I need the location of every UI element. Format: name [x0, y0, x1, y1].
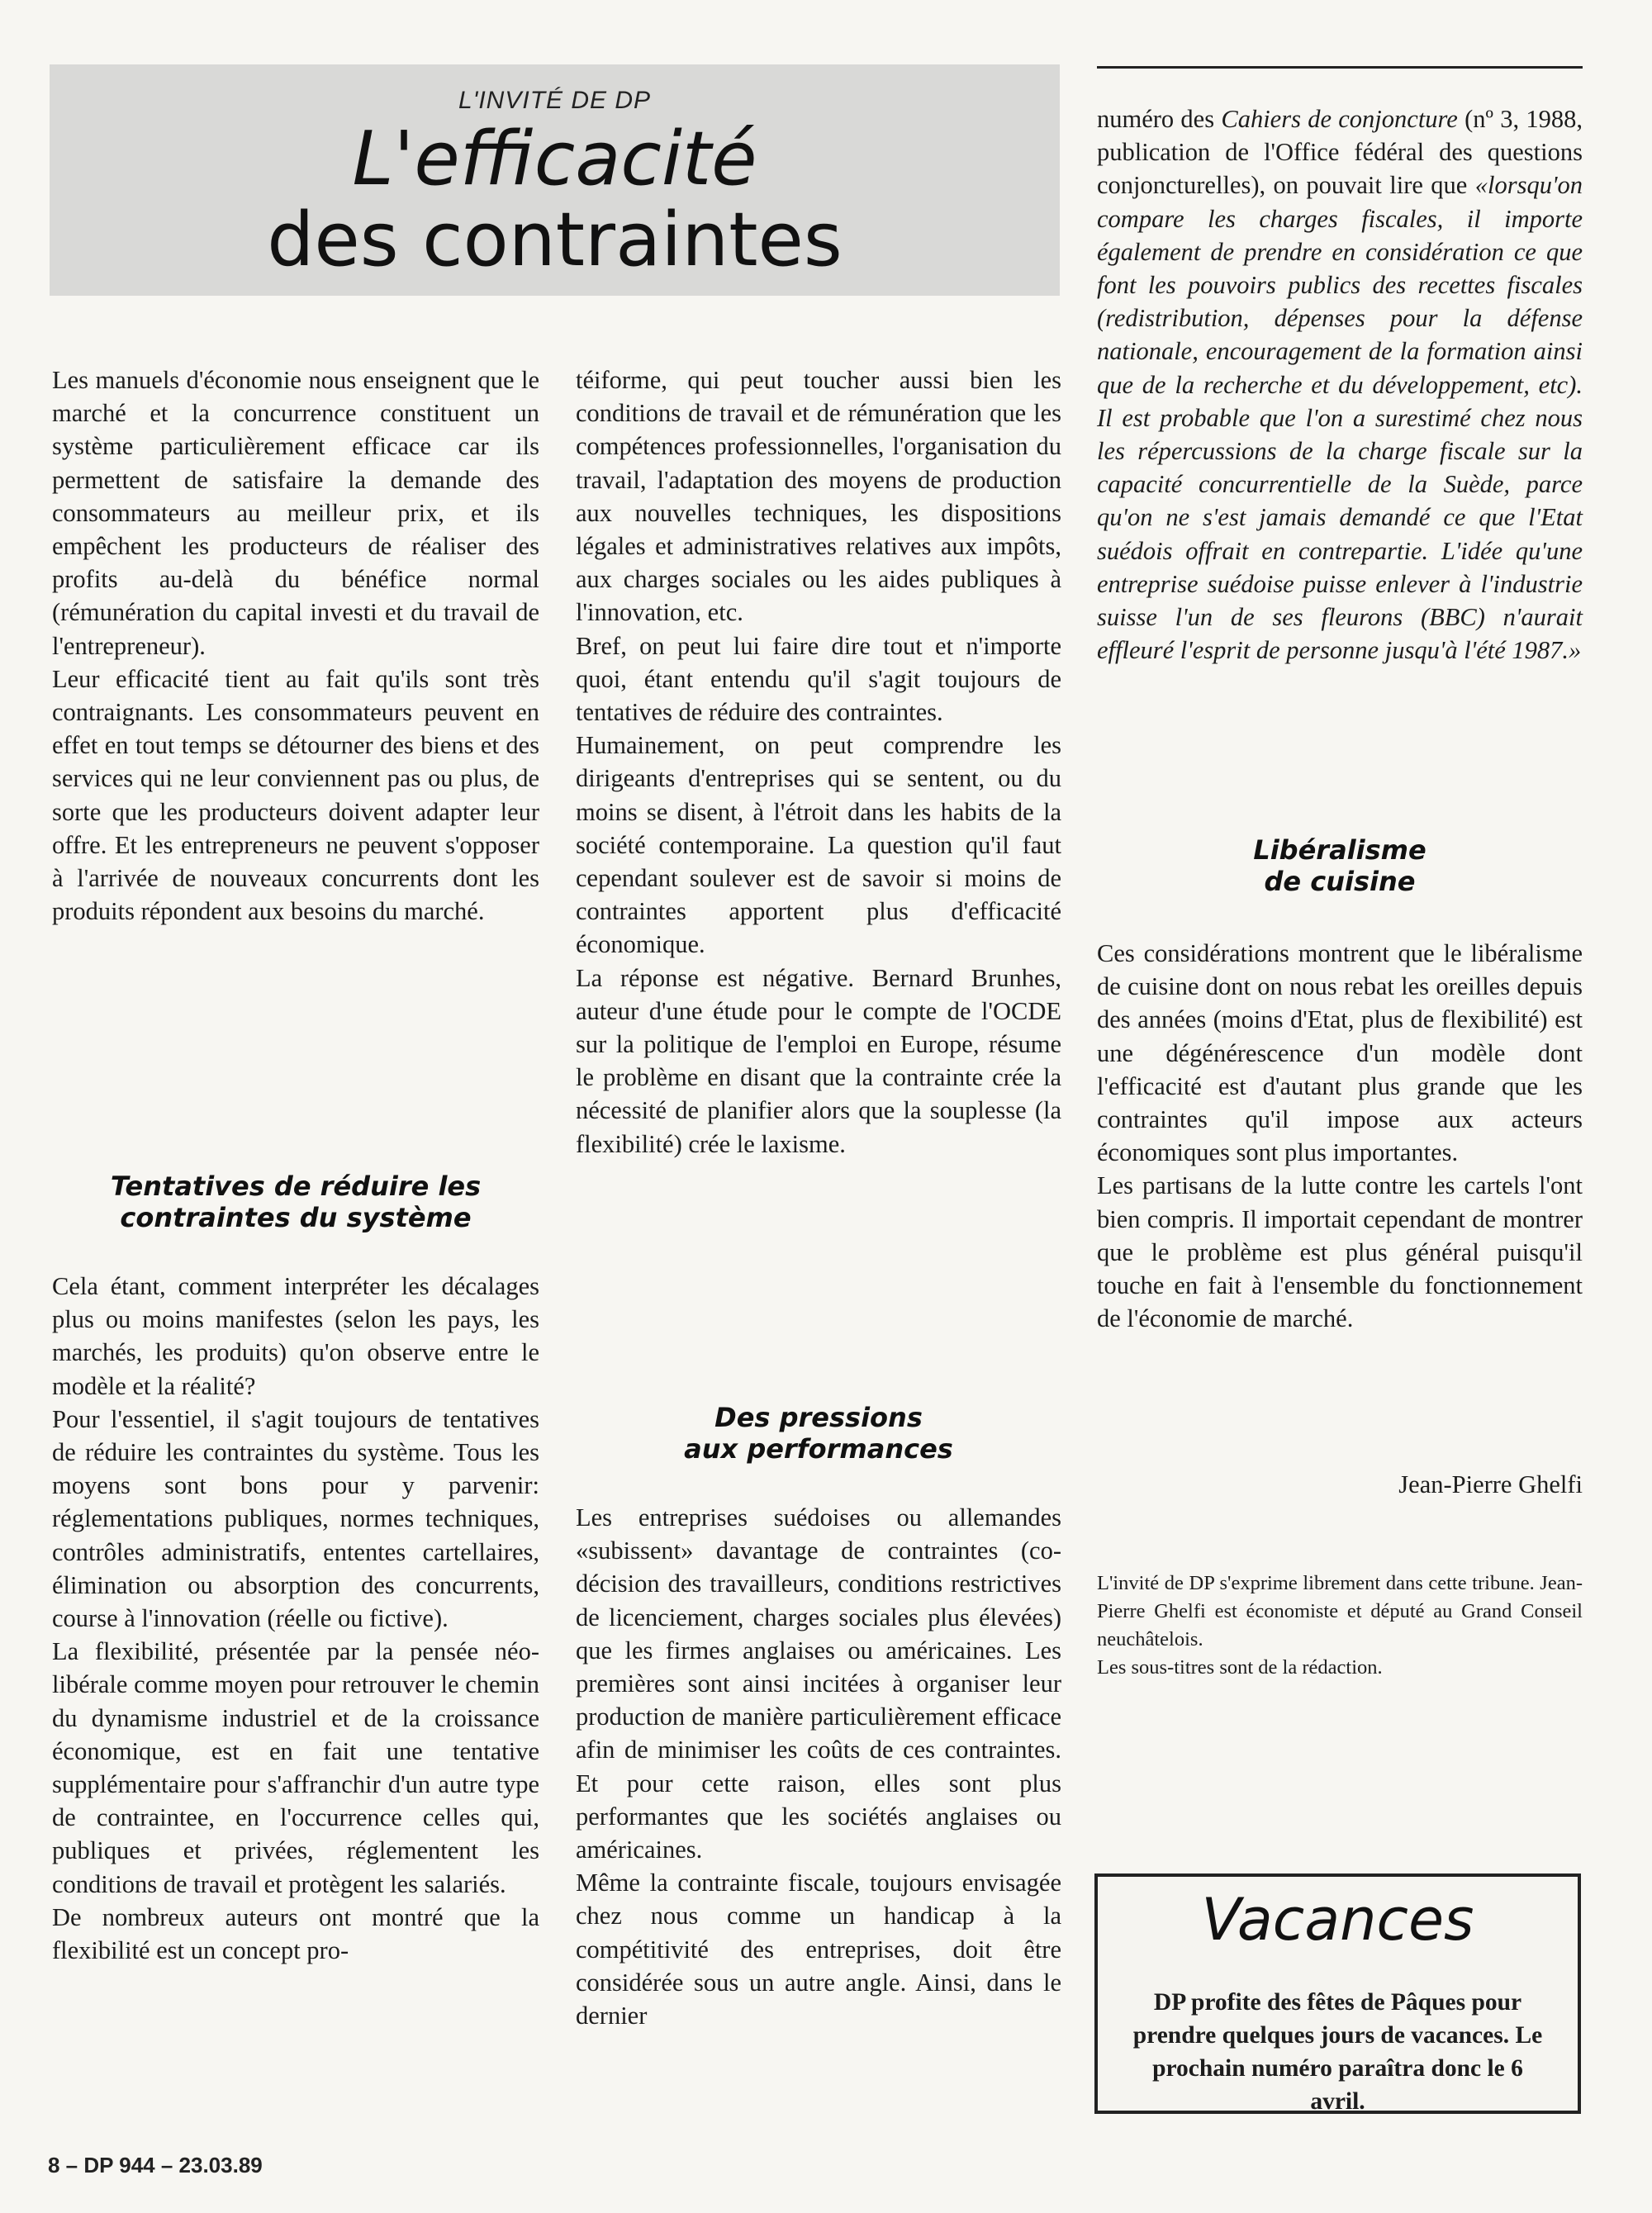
paragraph: La réponse est négative. Bernard Brunhes, auteur d'une étude pour le compte de l'OCDE sur la politique de l'emploi en Europe, résume le problème en disant que la contrainte crée la nécessité de planifier alors que la souplesse (la flexibilité) crée le laxisme. — [576, 963, 1061, 1158]
note-paragraph: L'invité de DP s'exprime librement dans cette tribune. Jean-Pierre Ghelfi est économiste et député au Grand Conseil neuchâtelois. — [1097, 1572, 1583, 1650]
subheading-line: Des pressions — [714, 1402, 923, 1433]
paragraph: Les entreprises suédoises ou allemandes «subissent» davantage de contraintes (co-décision des travailleurs, conditions restrictives de licenciement, charges sociales plus élevées) que les firmes anglaises ou américaines. Les premières sont ainsi incitées à organiser leur production de manière particulièrement efficace afin de minimiser les coûts de ces contraintes. Et pour cette raison, elles sont plus performantes que les sociétés anglaises ou américaines. — [576, 1503, 1061, 1864]
paragraph: Ces considérations montrent que le libéralisme de cuisine dont on nous rebat les oreilles depuis des années (moins d'Etat, plus de flexibilité) est une dégénérescence d'un modèle dont l'efficacité est d'autant plus grande que les contraintes qu'il impose aux acteurs économiques sont plus importantes. — [1097, 939, 1583, 1167]
paragraph: Les partisans de la lutte contre les cartels l'ont bien compris. Il importait cependant de montrer que le problème est plus général puisqu'il touche en fait à l'ensemble du fonctionnement de l'économie de marché. — [1097, 1171, 1583, 1333]
subheading-liberalisme — [1097, 834, 1583, 897]
text-run: (nº 3, 1988, publication de l'Office fédéral des questions conjoncturelles), on pouvait lire que — [1097, 105, 1583, 200]
article-title-line1: L'efficacité — [352, 116, 757, 202]
paragraph: La flexibilité, présentée par la pensée néo-libérale comme moyen pour retrouver le chemin du dynamisme industriel et de la croissance économique, est en fait une tentative supplémentaire pour s'affranchir d'un autre type de contraintee, en l'occurrence celles qui, publiques et privées, réglementent les conditions de travail et protègent les salariés. — [52, 1637, 539, 1898]
header-box — [50, 64, 1060, 296]
paragraph: De nombreux auteurs ont montré que la flexibilité est un concept pro- — [52, 1902, 539, 1965]
subheading-line: Tentatives de réduire les — [110, 1171, 482, 1202]
column-1-part2 — [52, 1270, 539, 1967]
column-3 — [1097, 102, 1583, 667]
vacances-text: DP profite des fêtes de Pâques pour prendre quelques jours de vacances. Le prochain numéro paraîtra donc le 6 avril. — [1132, 1989, 1543, 2115]
paragraph: Humainement, on peut comprendre les dirigeants d'entreprises qui se sentent, ou du moins se disent, à l'étroit dans les habits de la société contemporaine. La question qu'il faut cependant soulever est de savoir si moins de contraintes apportent plus d'efficacité économique. — [576, 731, 1061, 959]
column-top-rule — [1097, 66, 1583, 69]
subheading-tentatives — [52, 1171, 539, 1233]
column-1 — [52, 363, 539, 928]
subheading-line: de cuisine — [1264, 866, 1416, 897]
author-signature: Jean-Pierre Ghelfi — [1398, 1470, 1583, 1498]
subheading-line: aux performances — [684, 1433, 953, 1465]
paragraph: Pour l'essentiel, il s'agit toujours de tentatives de réduire les contraintes du système. Tous les moyens sont bons pour y parvenir: réglementations publiques, normes techniques, contrôles administratifs, ententes cartellaires, élimination ou absorption des concurrents, course à l'innovation (réelle ou fictive). — [52, 1404, 539, 1633]
editorial-note — [1097, 1570, 1583, 1682]
subheading-line: Libéralisme — [1253, 834, 1427, 866]
paragraph: Les manuels d'économie nous enseignent que le marché et la concurrence constituent un système particulièrement efficace car ils permettent de satisfaire la demande des consommateurs au meilleur prix, et ils empêchent les producteurs de réaliser des profits au-delà du bénéfice normal (rémunération du capital investi et du travail de l'entrepreneur). — [52, 366, 539, 660]
column-2-part2 — [576, 1501, 1061, 2032]
text-run: numéro des — [1097, 105, 1222, 133]
paragraph: Même la contrainte fiscale, toujours envisagée chez nous comme un handicap à la compétitivité des entreprises, doit être considérée sous un autre angle. Ainsi, dans le dernier — [576, 1869, 1061, 2030]
journal-title: Cahiers de conjoncture — [1221, 105, 1458, 133]
vacances-title: Vacances — [1201, 1886, 1474, 1954]
article-title — [50, 116, 1060, 283]
subheading-line: contraintes du système — [120, 1202, 472, 1233]
note-paragraph: Les sous-titres sont de la rédaction. — [1097, 1656, 1383, 1679]
section-kicker: L'INVITÉ DE DP — [458, 87, 652, 114]
paragraph: Cela étant, comment interpréter les décalages plus ou moins manifestes (selon les pays, les marchés, les produits) qu'on observe entre le modèle et la réalité? — [52, 1272, 539, 1400]
paragraph: Bref, on peut lui faire dire tout et n'importe quoi, étant entendu qu'il s'agit toujours de tentatives de réduire des contraintes. — [576, 631, 1061, 727]
paragraph: téiforme, qui peut toucher aussi bien les conditions de travail et de rémunération que les compétences professionnelles, l'organisation du travail, l'adaptation des moyens de production aux nouvelles techniques, les dispositions légales et administratives relatives aux impôts, aux charges sociales ou les aides publiques à l'innovation, etc. — [576, 366, 1061, 627]
quotation: «lorsqu'on compare les charges fiscales, il importe également de prendre en considération ce que font les pouvoirs publics des recettes fiscales (redistribution, dépenses pour la défense nationale, encouragement de la formation ainsi que de la recherche et du développement, etc). Il est probable que l'on a surestimé chez nous les répercussions de la charge fiscale sur la capacité concurrentielle de la Suède, parce qu'on ne s'est jamais demandé ce que l'Etat suédois offrait en contrepartie. L'idée qu'une entreprise suédoise puisse enlever à l'industrie suisse l'un de ses fleurons (BBC) n'aurait effleuré l'esprit de personne jusqu'à l'été 1987.» — [1097, 171, 1583, 665]
column-2 — [576, 363, 1061, 1161]
column-3-part2 — [1097, 937, 1583, 1335]
vacances-notice-box — [1094, 1873, 1581, 2114]
article-title-line2: des contraintes — [267, 197, 843, 283]
page-footer: 8 – DP 944 – 23.03.89 — [48, 2153, 263, 2177]
subheading-pressions — [576, 1402, 1061, 1465]
paragraph-quote — [1097, 102, 1583, 667]
paragraph: Leur efficacité tient au fait qu'ils sont très contraignants. Les consommateurs peuvent en effet en tout temps se détourner des biens et des services qui ne leur conviennent pas ou plus, de sorte que les producteurs doivent adapter leur offre. Et les entrepreneurs ne peuvent s'opposer à l'arrivée de nouveaux concurrents dont les produits répondent aux besoins du marché. — [52, 664, 539, 926]
